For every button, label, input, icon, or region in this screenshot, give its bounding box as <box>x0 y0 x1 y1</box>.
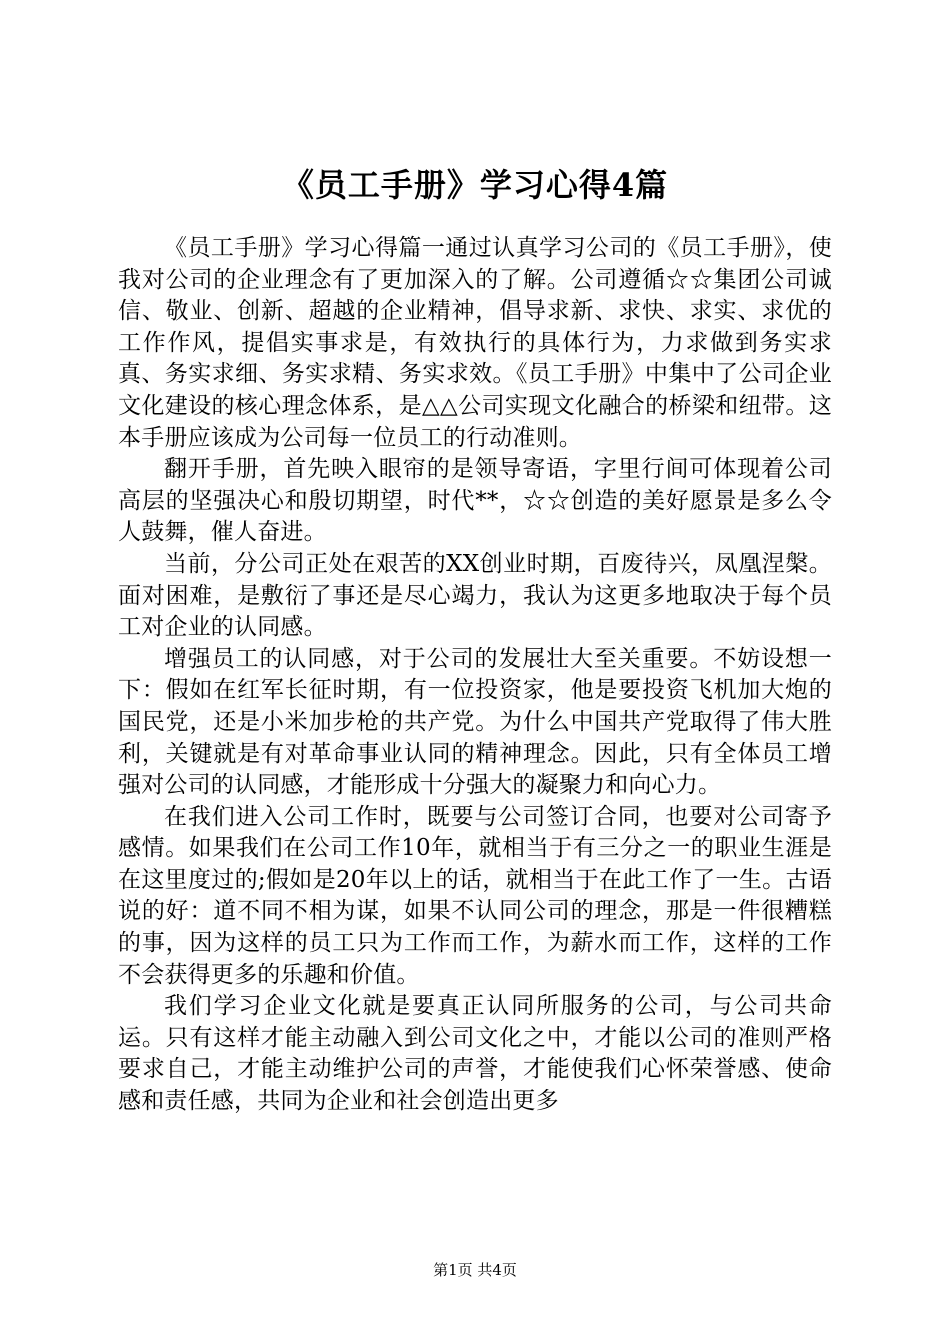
paragraph-3: 当前，分公司正处在艰苦的XX创业时期，百废待兴，凤凰涅槃。面对困难，是敷衍了事还是尽心竭力，我认为这更多地取决于每个员工对企业的认同感。 <box>118 550 832 641</box>
paragraph-5: 在我们进入公司工作时，既要与公司签订合同，也要对公司寄予感情。如果我们在公司工作10年，就相当于有三分之一的职业生涯是在这里度过的;假如是20年以上的话，就相当于在此工作了一生。古语说的好：道不同不相为谋，如果不认同公司的理念，那是一件很糟糕的事，因为这样的员工只为工作而工作，为薪水而工作，这样的工作不会获得更多的乐趣和价值。 <box>118 803 832 988</box>
paragraph-1: 《员工手册》学习心得篇一通过认真学习公司的《员工手册》，使我对公司的企业理念有了更加深入的了解。公司遵循☆☆集团公司诚信、敬业、创新、超越的企业精神，倡导求新、求快、求实、求优的工作作风，提倡实事求是，有效执行的具体行为，力求做到务实求真、务实求细、务实求精、务实求效。《员工手册》中集中了公司企业文化建设的核心理念体系，是△△公司实现文化融合的桥梁和纽带。这本手册应该成为公司每一位员工的行动准则。 <box>118 235 832 451</box>
page-footer: 第1页 共4页 <box>433 1261 517 1279</box>
paragraph-4: 增强员工的认同感，对于公司的发展壮大至关重要。不妨设想一下：假如在红军长征时期，有一位投资家，他是要投资飞机加大炮的国民党，还是小米加步枪的共产党。为什么中国共产党取得了伟大胜利，关键就是有对革命事业认同的精神理念。因此，只有全体员工增强对公司的认同感，才能形成十分强大的凝聚力和向心力。 <box>118 645 832 799</box>
document-body <box>118 233 832 1118</box>
paragraph-6: 我们学习企业文化就是要真正认同所服务的公司，与公司共命运。只有这样才能主动融入到公司文化之中，才能以公司的准则严格要求自己，才能主动维护公司的声誉，才能使我们心怀荣誉感、使命感和责任感，共同为企业和社会创造出更多 <box>118 993 832 1115</box>
document-title: 《员工手册》学习心得4篇 <box>281 166 669 204</box>
paragraph-2: 翻开手册，首先映入眼帘的是领导寄语，字里行间可体现着公司高层的坚强决心和殷切期望，时代**，☆☆创造的美好愿景是多么令人鼓舞，催人奋进。 <box>118 456 832 546</box>
